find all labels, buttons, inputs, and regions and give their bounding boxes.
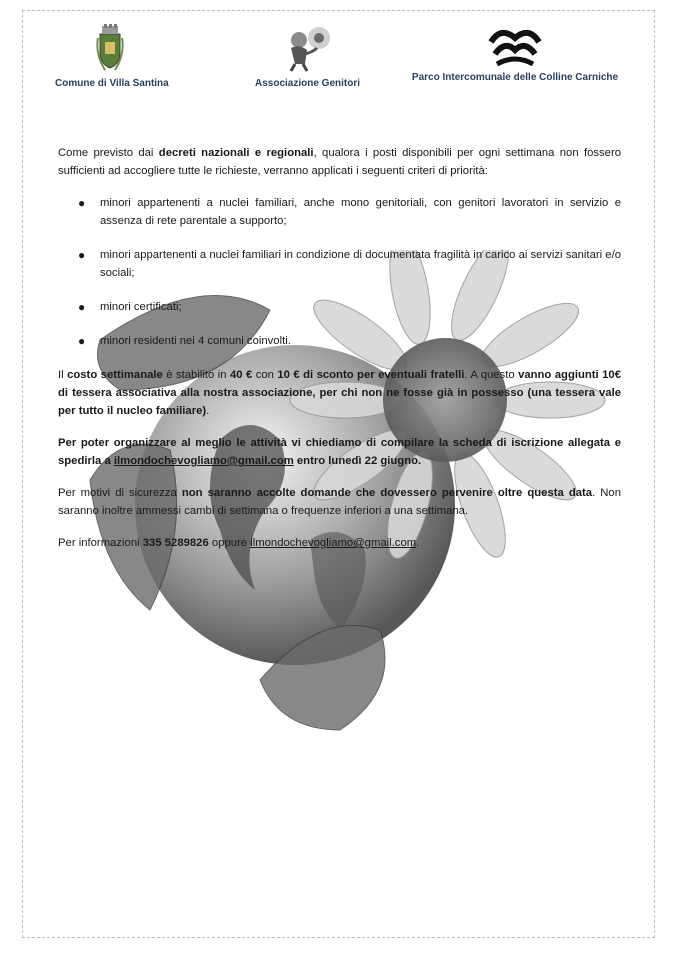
safety-text: . Non saranno inoltre ammessi cambi di settimana o frequenze inferiori a una settimana.	[58, 487, 621, 517]
parco-logo-icon	[487, 24, 543, 66]
sunflower-kids-logo	[281, 24, 335, 72]
signup-email-link[interactable]: ilmondochevogliamo@gmail.com	[113, 455, 294, 467]
signup-bold: entro lunedì 22 giugno.	[293, 455, 422, 467]
info-text: .	[416, 537, 420, 549]
cost-bold: costo settimanale	[67, 369, 163, 381]
list-item	[58, 332, 621, 350]
bullet-icon: ●	[78, 334, 86, 348]
org-comune-name: Comune di Villa Santina	[55, 78, 169, 89]
signup-paragraph	[58, 434, 621, 470]
org-parco	[405, 24, 625, 83]
org-associazione	[245, 24, 370, 89]
cost-text: Il	[58, 369, 68, 381]
signup-bold: Per poter organizzare al meglio le attività vi chiediamo di compilare la scheda di iscrizione allegata e spedirla a	[58, 437, 621, 467]
info-text: oppure	[208, 537, 251, 549]
criteria-text: minori certificati;	[100, 301, 182, 313]
cost-text: .	[206, 405, 210, 417]
cost-text: è stabilito in	[162, 369, 230, 381]
info-email-link[interactable]: ilmondochevogliamo@gmail.com	[250, 537, 417, 549]
org-parco-name: Parco Intercomunale delle Colline Carniche	[411, 72, 619, 83]
bullet-icon: ●	[78, 300, 86, 314]
org-associazione-name: Associazione Genitori	[254, 78, 361, 89]
list-item	[58, 298, 621, 316]
cost-text: . A questo	[464, 369, 519, 381]
intro-text: , qualora i posti disponibili per ogni settimana non fossero sufficienti ad accogliere tutte le richieste, verranno applicati i seguenti criteri di priorità:	[58, 147, 621, 177]
cost-bold: 10 € di sconto per eventuali fratelli	[277, 369, 465, 381]
bullet-icon: ●	[78, 196, 86, 210]
safety-bold: non saranno accolte domande che dovessero pervenire oltre questa data	[181, 487, 593, 499]
document-body	[58, 144, 621, 566]
info-phone: 335 5289826	[142, 537, 209, 549]
intro-text: Come previsto dai	[58, 147, 159, 159]
cost-paragraph	[58, 366, 621, 420]
criteria-text: minori appartenenti a nuclei familiari, anche mono genitoriali, con genitori lavoratori in servizio e assenza di rete parentale a supporto;	[100, 197, 621, 227]
criteria-text: minori appartenenti a nuclei familiari in condizione di documentata fragilità in carico ai servizi sanitari e/o sociali;	[100, 249, 621, 279]
criteria-text: minori residenti nei 4 comuni coinvolti.	[100, 335, 291, 347]
safety-paragraph	[58, 484, 621, 520]
info-text: Per informazioni	[58, 537, 143, 549]
bullet-icon: ●	[78, 248, 86, 262]
cost-text: con	[252, 369, 278, 381]
intro-bold: decreti nazionali e regionali	[158, 147, 314, 159]
cost-bold: 40 €	[229, 369, 253, 381]
safety-text: Per motivi di sicurezza	[58, 487, 182, 499]
cost-bold: vanno aggiunti 10€ di tessera associativa alla nostra associazione, per chi non ne fosse già in possesso (una tessera vale per tutto il nucleo familiare)	[58, 369, 621, 417]
intro-paragraph	[58, 144, 621, 180]
org-comune	[55, 24, 169, 89]
coat-of-arms-icon	[95, 24, 125, 72]
info-paragraph	[58, 534, 621, 552]
list-item	[58, 246, 621, 282]
header	[0, 24, 677, 96]
list-item	[58, 194, 621, 230]
criteria-list	[58, 194, 621, 350]
